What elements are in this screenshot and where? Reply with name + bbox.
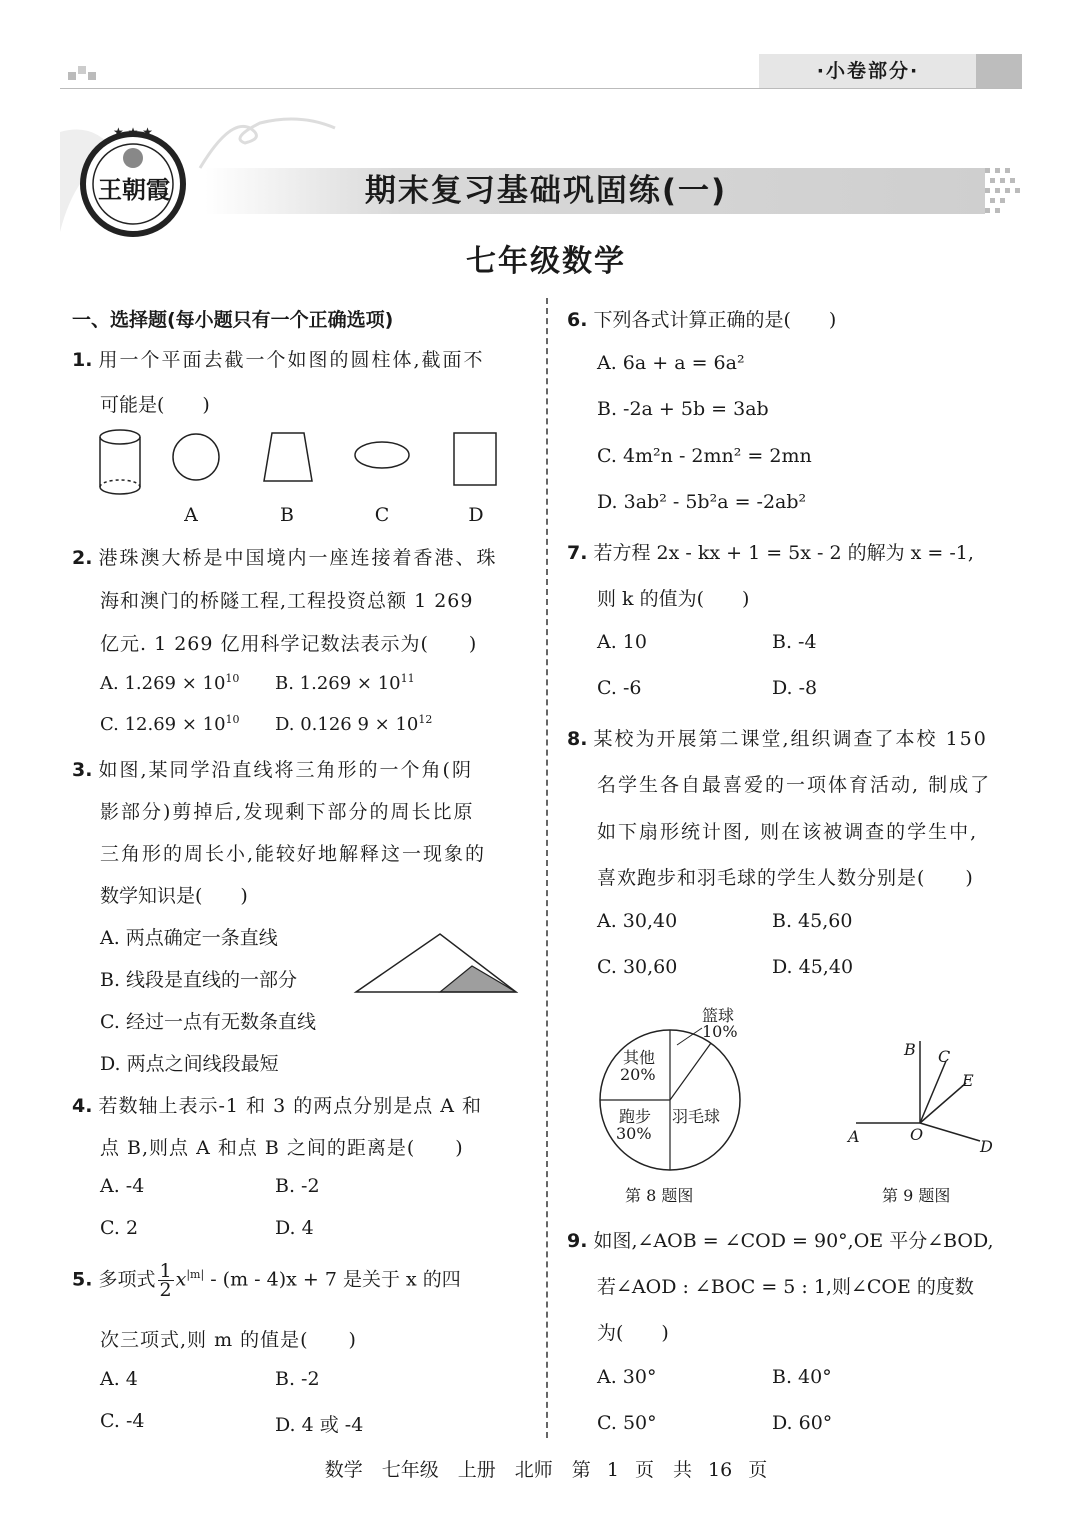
- question-number: 5.: [72, 1268, 93, 1291]
- question-text: 如图,某同学沿直线将三角形的一个角(阴: [98, 759, 473, 781]
- question-3: [72, 755, 473, 782]
- option-d: D. 4: [275, 1217, 314, 1239]
- point-label-a: A: [848, 1127, 860, 1146]
- section-tag: ·小卷部分·: [759, 54, 977, 88]
- question-number: 1.: [72, 349, 93, 371]
- option-b: B. 线段是直线的一部分: [100, 969, 298, 991]
- running-pct: 30%: [616, 1124, 652, 1143]
- page-footer: 数学 七年级 上册 北师 第 1 页 共 16 页: [324, 1459, 768, 1481]
- question-text: 喜欢跑步和羽毛球的学生人数分别是( ): [597, 867, 974, 889]
- option-a: A. -4: [100, 1175, 145, 1197]
- column-divider: [546, 298, 548, 1438]
- option-a: A. 30,40: [597, 910, 678, 932]
- fraction-numerator: 1: [159, 1260, 172, 1282]
- option-d: D. 4 或 -4: [275, 1414, 364, 1436]
- option-a: A. 4: [100, 1368, 138, 1390]
- section-heading: 一、选择题(每小题只有一个正确选项): [72, 309, 394, 331]
- option-b: B. -2: [275, 1175, 320, 1197]
- option-label: C: [374, 504, 390, 526]
- option-c: C. 50°: [597, 1412, 657, 1434]
- other-pct: 20%: [620, 1065, 656, 1084]
- question-text: 亿元. 1 269 亿用科学记数法表示为( ): [100, 633, 478, 655]
- option-d: D. 两点之间线段最短: [100, 1053, 279, 1075]
- option-c: C. 经过一点有无数条直线: [100, 1011, 316, 1033]
- option-text: C. 12.69 × 10: [100, 714, 226, 735]
- point-label-d: D: [980, 1137, 993, 1156]
- question-text: 如下扇形统计图, 则在该被调查的学生中,: [597, 821, 979, 843]
- page-title: 期末复习基础巩固练(一): [364, 173, 728, 209]
- question-8: [567, 724, 988, 751]
- exponent: |m|: [186, 1268, 205, 1282]
- question-number: 6.: [567, 309, 588, 331]
- question-text: 若方程 2x - kx + 1 = 5x - 2 的解为 x = -1,: [593, 542, 974, 564]
- question-text: 点 B,则点 A 和点 B 之间的距离是( ): [100, 1137, 464, 1159]
- question-4: [72, 1091, 482, 1118]
- option-label: B: [280, 504, 294, 526]
- running-label: 跑步: [619, 1107, 652, 1126]
- option-b: B. 45,60: [772, 910, 853, 932]
- option-b: B. -4: [772, 631, 817, 653]
- option-a: A. 两点确定一条直线: [100, 927, 278, 949]
- option-d: [275, 713, 432, 735]
- point-label-b: B: [904, 1040, 916, 1059]
- question-number: 2.: [72, 547, 93, 569]
- variable: x: [175, 1268, 187, 1291]
- option-a: A. 30°: [597, 1366, 657, 1388]
- question-text: 多项式: [98, 1268, 156, 1291]
- option-c: C. -6: [597, 677, 642, 699]
- option-d: D. 45,40: [772, 956, 854, 978]
- option-c: C. 4m²n - 2mn² = 2mn: [597, 445, 812, 467]
- section-tag-block: [976, 54, 1022, 88]
- question-text: 可能是( ): [100, 394, 210, 416]
- page-subtitle: 七年级数学: [466, 244, 626, 279]
- question-text: 某校为开展第二课堂,组织调查了本校 150: [593, 728, 988, 750]
- point-label-o: O: [910, 1125, 924, 1144]
- question-text: 港珠澳大桥是中国境内一座连接着香港、珠: [98, 547, 498, 569]
- question-number: 8.: [567, 728, 588, 750]
- fig8-caption: 第 8 题图: [625, 1186, 694, 1205]
- exponent: 12: [418, 713, 433, 726]
- basketball-label: 篮球: [702, 1006, 735, 1025]
- question-text: 海和澳门的桥隧工程,工程投资总额 1 269: [100, 590, 474, 612]
- question-text: 若数轴上表示-1 和 3 的两点分别是点 A 和: [98, 1095, 483, 1117]
- option-c: C. 2: [100, 1217, 139, 1239]
- option-d: D. 3ab² - 5b²a = -2ab²: [597, 491, 807, 513]
- question-number: 9.: [567, 1230, 588, 1252]
- fraction: [158, 1262, 174, 1299]
- option-text: B. 1.269 × 10: [275, 673, 401, 694]
- point-label-c: C: [938, 1047, 951, 1066]
- option-a: A. 10: [597, 631, 647, 653]
- fraction-denominator: 2: [159, 1279, 172, 1301]
- question-text: 影部分)剪掉后,发现剩下部分的周长比原: [100, 801, 475, 823]
- question-number: 7.: [567, 542, 588, 564]
- point-label-e: E: [962, 1071, 974, 1090]
- option-text: D. 0.126 9 × 10: [275, 714, 419, 735]
- basketball-pct: 10%: [702, 1022, 738, 1041]
- corner-squares-icon: [68, 62, 104, 84]
- question-text: 为( ): [597, 1322, 669, 1344]
- exponent: 10: [225, 713, 240, 726]
- question-text: 若∠AOD : ∠BOC = 5 : 1,则∠COE 的度数: [597, 1276, 974, 1298]
- question-text: 下列各式计算正确的是( ): [593, 309, 837, 331]
- question-text: 数学知识是( ): [100, 885, 248, 907]
- option-b: B. 40°: [772, 1366, 832, 1388]
- question-9: [567, 1226, 994, 1253]
- question-number: 4.: [72, 1095, 93, 1117]
- q1-figures: [90, 425, 510, 500]
- option-c: [100, 713, 240, 735]
- option-c: C. 30,60: [597, 956, 678, 978]
- question-6: [567, 305, 836, 332]
- option-d: D. -8: [772, 677, 818, 699]
- option-label: A: [184, 504, 198, 526]
- option-b: B. -2: [275, 1368, 320, 1390]
- question-text: 用一个平面去截一个如图的圆柱体,截面不: [98, 349, 485, 371]
- option-text: A. 1.269 × 10: [100, 673, 226, 694]
- option-d: D. 60°: [772, 1412, 833, 1434]
- logo-text: 王朝霞: [98, 175, 170, 204]
- question-text: 次三项式,则 m 的值是( ): [100, 1329, 357, 1351]
- svg-text:★ ★ ★: ★ ★ ★: [113, 125, 153, 139]
- option-b: [275, 672, 415, 694]
- question-text: 如图,∠AOB = ∠COD = 90°,OE 平分∠BOD,: [593, 1230, 994, 1252]
- question-text: 三角形的周长小,能较好地解释这一现象的: [100, 843, 487, 865]
- badminton-label: 羽毛球: [672, 1107, 721, 1126]
- option-a: A. 6a + a = 6a²: [597, 352, 745, 374]
- option-label: D: [468, 504, 484, 526]
- question-text: 则 k 的值为( ): [597, 588, 750, 610]
- fig9-caption: 第 9 题图: [882, 1186, 951, 1205]
- other-label: 其他: [623, 1048, 656, 1067]
- question-number: 3.: [72, 759, 93, 781]
- question-7: [567, 538, 974, 565]
- q3-triangle-figure: [352, 928, 522, 998]
- exponent: 11: [400, 672, 415, 685]
- question-2: [72, 543, 498, 570]
- option-a: [100, 672, 239, 694]
- question-1: [72, 345, 485, 372]
- question-text: 名学生各自最喜爱的一项体育活动, 制成了: [597, 774, 992, 796]
- exponent: 10: [225, 672, 240, 685]
- option-c: C. -4: [100, 1410, 145, 1432]
- header-rule: [60, 88, 1022, 89]
- option-b: B. -2a + 5b = 3ab: [597, 398, 769, 420]
- question-text: - (m - 4)x + 7 是关于 x 的四: [204, 1268, 461, 1291]
- question-5: [72, 1262, 461, 1299]
